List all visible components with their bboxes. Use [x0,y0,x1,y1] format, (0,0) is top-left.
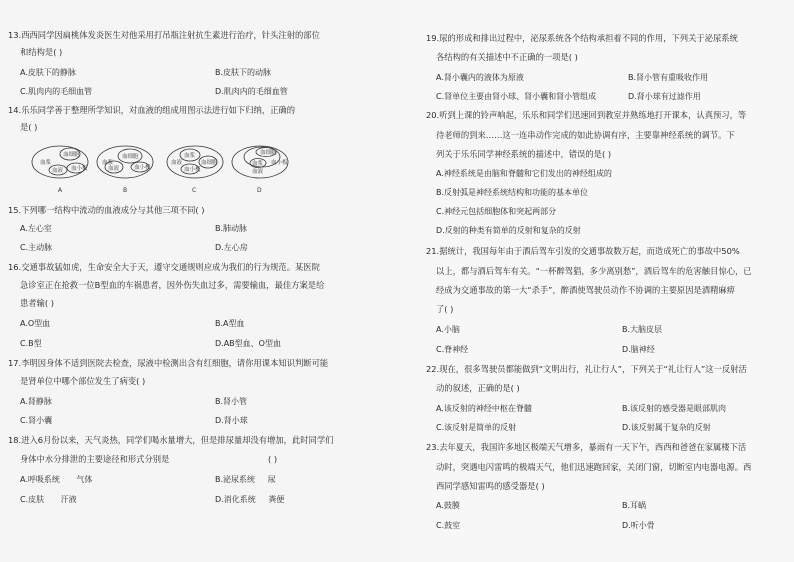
q19-option-b[interactable]: B.肾小管有重吸收作用 [628,73,709,82]
q21-stem-line1: 21.据统计，我国每年由于酒后驾车引发的交通事故数万起，而造成死亡的事故中50% [426,246,740,256]
q20-option-c[interactable]: C.神经元包括细胞体和突起两部分 [436,207,557,216]
q19-option-d[interactable]: D.肾小球有过滤作用 [628,92,701,101]
q21-stem-line2: 以上，都与酒后驾车有关。“一杯醉驾猖，多少离别愁”，酒后驾车的危害触目惊心，已 [436,266,752,276]
q19-stem-line1: 19.尿的形成和排出过程中，泌尿系统各个结构承担着不同的作用，下列关于泌尿系统 [426,33,738,43]
q23-option-d[interactable]: D.听小骨 [622,521,655,530]
diagram-c-left: 血细胞 [201,160,218,166]
diagram-a-center: 血液 [52,168,64,174]
diagram-d-center: 血液 [252,169,264,175]
diagram-c-right: 血小板 [184,167,201,173]
diagram-a-left: 血浆 [40,160,52,166]
q13-option-b[interactable]: B.皮肤下的动脉 [215,68,272,77]
q21-option-c[interactable]: C.脊神经 [436,345,469,354]
q15-option-d[interactable]: D.左心房 [215,243,248,252]
q13-stem-line1: 13.西西同学因扁桃体发炎医生对他采用打吊瓶注射抗生素进行治疗，针头注射的部位 [8,30,320,40]
diagram-b-left: 血浆 [102,160,114,166]
q18-option-d-system: D.消化系统 [215,495,256,504]
q20-option-d[interactable]: D.反射的种类有简单的反射和复杂的反射 [436,226,581,235]
q19-option-c[interactable]: C.肾单位主要由肾小球、肾小囊和肾小管组成 [436,92,597,101]
diagram-d-top: 血细胞 [260,150,277,156]
q14-stem-line1: 14.乐乐同学善于整理所学知识，对血液的组成用图示法进行如下归纳，正确的 [8,105,295,115]
q15-option-c[interactable]: C.主动脉 [20,243,53,252]
q21-option-d[interactable]: D.脑神经 [622,345,655,354]
diagram-d-letter: D [257,187,262,194]
q21-stem-line4: 了( ) [436,304,454,314]
q17-option-c[interactable]: C.肾小囊 [20,416,53,425]
diagram-a[interactable] [32,146,88,194]
q13-option-a[interactable]: A.皮肤下的静脉 [20,68,76,77]
q17-option-d[interactable]: D.肾小球 [215,416,248,425]
diagram-b-center: 血液 [108,166,120,172]
q18-option-c[interactable] [20,494,77,505]
q17-stem-line1: 17.李明因身体不适到医院去检查，尿液中检测出含有红细胞，请你用课本知识判断可能 [8,358,329,368]
q23-stem-line2: 动时，突遇电闪雷鸣的极端天气，他们迅速跑回家，关闭门窗，切断室内电器电源。西 [436,462,752,472]
q23-stem-line1: 23.去年夏天，我国许多地区极端天气增多，暴雨有一天下午，西西和爸爸在家属楼下活 [426,442,747,452]
q15-option-a[interactable]: A.左心室 [20,224,52,233]
q16-option-c[interactable]: C.B型 [20,339,42,348]
q22-option-a[interactable]: A.该反射的神经中枢在脊髓 [436,404,532,413]
q23-stem-line3: 西同学感知雷鸣的感受器是( ) [436,481,545,491]
q16-option-b[interactable]: B.A型血 [215,319,245,328]
q16-stem-line3: 患者输( ) [20,298,55,308]
q18-option-c-form: 汗液 [60,495,77,504]
diagram-c-top: 血浆 [184,153,196,159]
q18-option-c-system: C.皮肤 [20,495,45,504]
q18-stem-line1: 18.进入6月份以来，天气炎热，同学们喝水量增大，但是排尿量却没有增加，此时同学们 [8,435,334,445]
diagram-b-letter: B [123,187,128,194]
q23-option-c[interactable]: C.鼓室 [436,521,461,530]
q16-option-a[interactable]: A.O型血 [20,319,51,328]
q18-option-d[interactable] [215,494,284,505]
q22-stem-line2: 动的叙述，正确的是( ) [436,383,520,393]
q14-stem-line2: 是( ) [20,122,38,132]
diagram-c-center: 血液 [171,160,183,166]
q21-option-b[interactable]: B.大脑皮层 [622,325,663,334]
q23-option-b[interactable]: B.耳蜗 [622,501,647,510]
diagram-d-right: 血小板 [271,160,288,166]
q13-stem-line2: 和结构是( ) [20,47,63,57]
q23-option-a[interactable]: A.鼓膜 [436,501,460,510]
q22-stem-line1: 22.现在，很多驾驶员都能做到“文明出行，礼让行人”，下列关于“礼让行人”这一反射活 [426,364,747,374]
q19-option-a[interactable]: A.肾小囊内的液体为原液 [436,73,524,82]
q17-option-b[interactable]: B.肾小管 [215,397,248,406]
q18-answer-paren: ( ) [268,454,278,464]
q13-option-c[interactable]: C.肌肉内的毛细血管 [20,87,93,96]
q22-option-b[interactable]: B.该反射的感受器是眼部肌肉 [622,404,727,413]
q22-option-c[interactable]: C.该反射是简单的反射 [436,423,517,432]
q20-option-a[interactable]: A.神经系统是由脑和脊髓和它们发出的神经组成的 [436,169,612,178]
q16-stem-line1: 16.交通事故猛如虎，生命安全大于天，遵守交通规则应成为我们的行为规范。某医院 [8,262,320,272]
q18-option-d-form: 粪便 [268,495,285,504]
diagram-a-letter: A [58,187,63,194]
q16-stem-line2: 急诊室正在抢救一位B型血的车祸患者，因外伤失血过多，需要输血，最佳方案是给 [20,280,325,290]
q17-stem-line2: 是肾单位中哪个部位发生了病变( ) [20,376,146,386]
diagram-a-right: 血小板 [71,166,88,172]
diagram-c[interactable] [167,146,223,194]
q18-stem-line2: 身体中水分排泄的主要途径和形式分别是 [20,454,170,464]
q22-option-d[interactable]: D.该反射属于复杂的反射 [622,423,711,432]
q20-stem-line3: 列关于乐乐同学神经系统的描述中，错误的是( ) [436,149,612,159]
q20-stem-line2: 待老师的到来……这一连串动作完成的如此协调有序，主要靠神经系统的调节。下 [436,130,735,140]
blood-composition-diagrams [30,140,290,205]
q18-option-b[interactable] [215,474,276,485]
q21-stem-line3: 经成为交通事故的第一大“杀手”，醉酒使驾驶员动作不协调的主要原因是酒精麻痹 [436,285,735,295]
q18-option-b-system: B.泌尿系统 [215,475,256,484]
q18-option-b-form: 尿 [267,475,276,484]
q16-option-d[interactable]: D.AB型血、O型血 [215,339,281,348]
q20-option-b[interactable]: B.反射弧是神经系统结构和功能的基本单位 [436,188,589,197]
right-page [400,0,794,562]
q18-option-a-form: 气体 [76,475,93,484]
q13-option-d[interactable]: D.肌肉内的毛细血管 [215,87,288,96]
q17-option-a[interactable]: A.肾静脉 [20,397,52,406]
diagram-c-letter: C [192,187,197,194]
diagram-d[interactable] [232,146,288,194]
diagram-d-left: 血浆 [252,161,264,167]
diagram-a-top: 血细胞 [63,152,80,158]
q19-stem-line2: 各结构的有关描述中不正确的一项是( ) [436,52,578,62]
q18-option-a[interactable] [20,474,92,485]
q18-option-a-system: A.呼吸系统 [20,475,60,484]
q15-option-b[interactable]: B.肺动脉 [215,224,248,233]
diagram-b-right: 血小板 [134,165,151,171]
q15-stem-line1: 15.下列哪一结构中流动的血液成分与其他三项不同( ) [8,205,205,215]
q20-stem-line1: 20.听到上课的铃声响起，乐乐和同学们迅速回到教室并熟练地打开课本，认真预习，等 [426,110,747,120]
q21-option-a[interactable]: A.小脑 [436,325,460,334]
diagram-b-top: 血细胞 [122,154,139,160]
diagram-b[interactable] [97,146,153,194]
